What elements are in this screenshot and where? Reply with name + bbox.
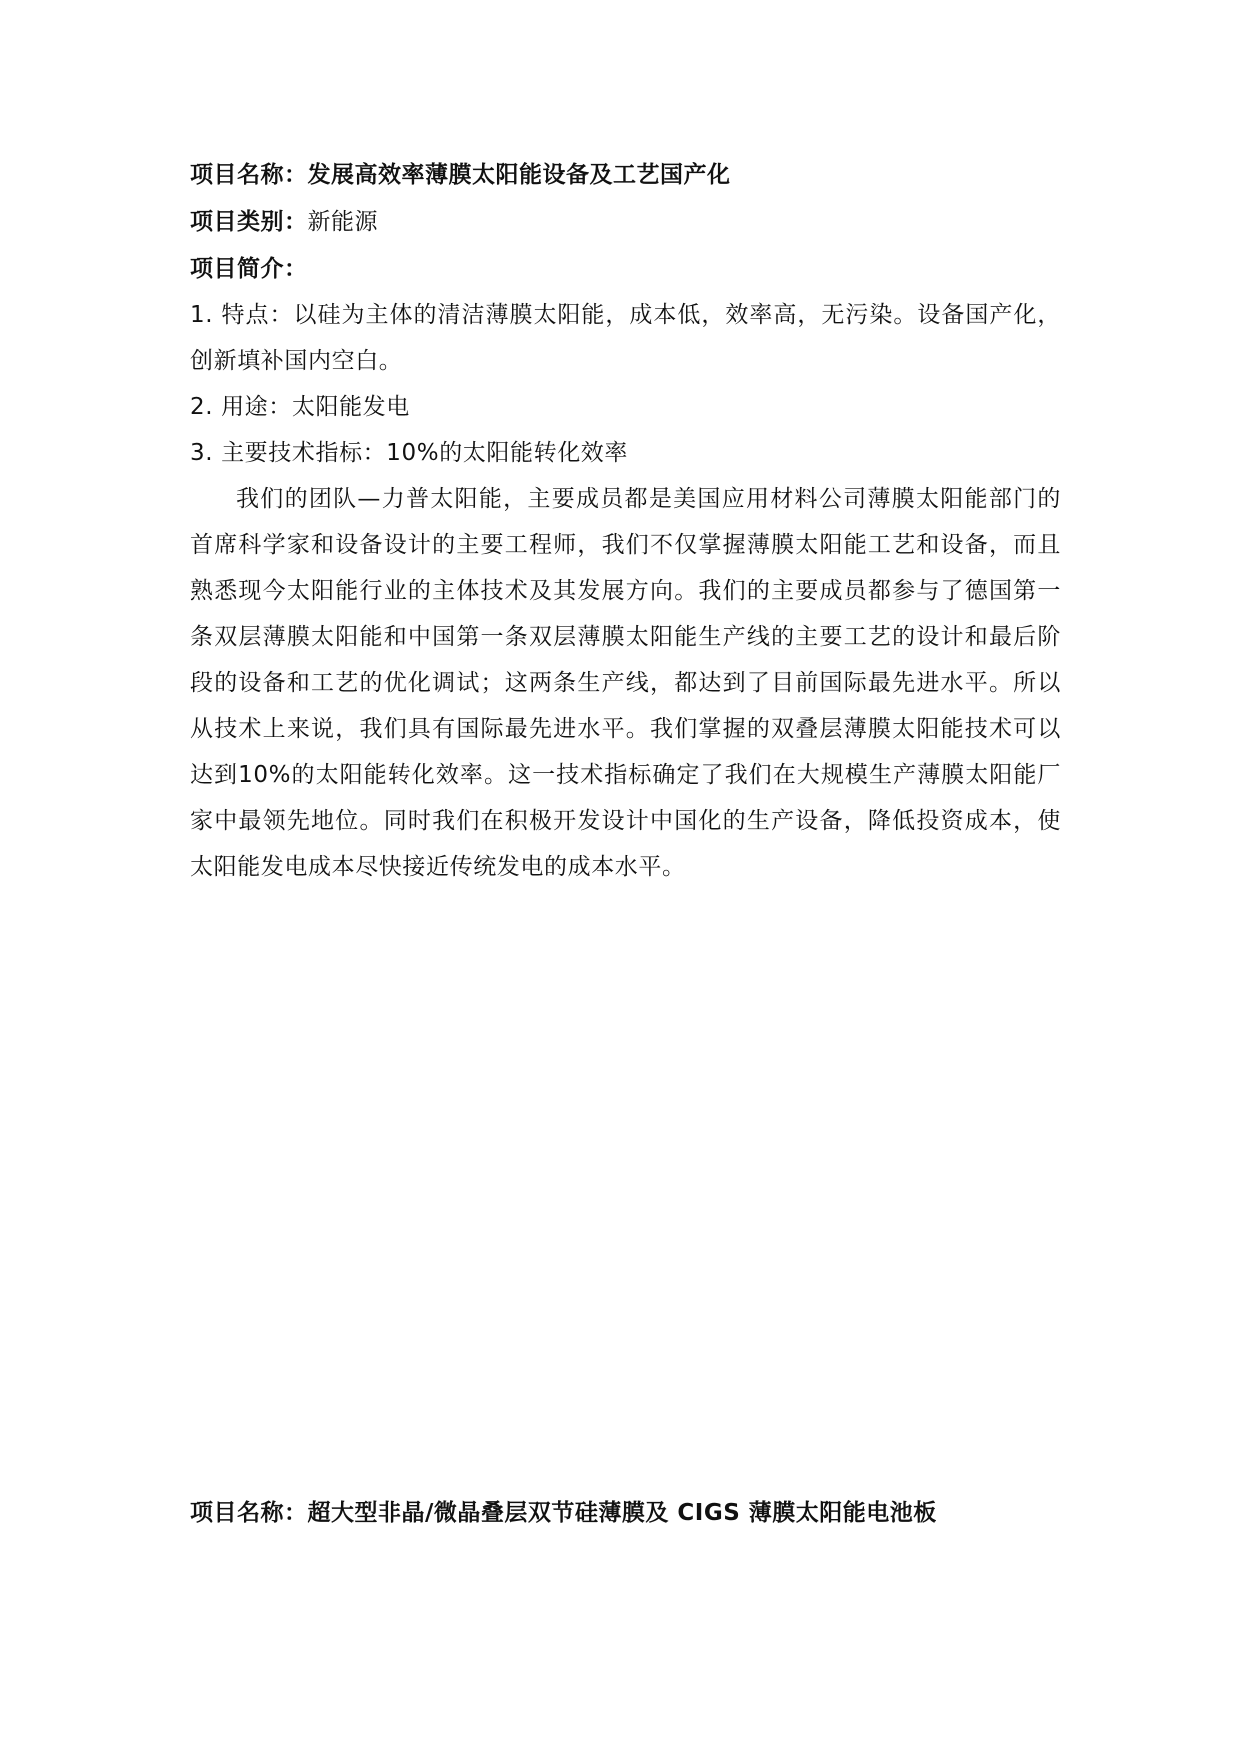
project1-item-3	[190, 430, 1061, 476]
project2-name-value: 超大型非晶/微晶叠层双节硅薄膜及 CIGS 薄膜太阳能电池板	[307, 1500, 937, 1526]
project1-category-label: 项目类别：	[190, 209, 308, 235]
project1-item-2	[190, 384, 1061, 430]
item-number: 2.	[190, 394, 214, 420]
project1-intro-label: 项目简介：	[190, 256, 308, 282]
project1-item-1	[190, 292, 1061, 384]
item-text: 特点：以硅为主体的清洁薄膜太阳能，成本低，效率高，无污染。设备国产化，创新填补国内空白。	[190, 302, 1061, 374]
project1-category-value: 新能源	[307, 209, 378, 235]
item-number: 3.	[190, 440, 214, 466]
project2-name-label: 项目名称：	[190, 1500, 308, 1526]
project1-team-paragraph: 我们的团队—力普太阳能，主要成员都是美国应用材料公司薄膜太阳能部门的首席科学家和设备设计的主要工程师，我们不仅掌握薄膜太阳能工艺和设备，而且熟悉现今太阳能行业的主体技术及其发展方向。我们的主要成员都参与了德国第一条双层薄膜太阳能和中国第一条双层薄膜太阳能生产线的主要工艺的设计和最后阶段的设备和工艺的优化调试；这两条生产线，都达到了目前国际最先进水平。所以从技术上来说，我们具有国际最先进水平。我们掌握的双叠层薄膜太阳能技术可以达到10%的太阳能转化效率。这一技术指标确定了我们在大规模生产薄膜太阳能厂家中最领先地位。同时我们在积极开发设计中国化的生产设备，降低投资成本，使太阳能发电成本尽快接近传统发电的成本水平。	[190, 486, 1061, 880]
project1-name-label: 项目名称：	[190, 162, 308, 188]
item-text: 主要技术指标：10%的太阳能转化效率	[221, 440, 628, 466]
project1-name-value: 发展高效率薄膜太阳能设备及工艺国产化	[307, 162, 731, 188]
item-number: 1.	[190, 302, 214, 328]
project1-category-line	[190, 207, 378, 237]
project1-name-line	[190, 160, 731, 190]
project2-name-line	[190, 1498, 937, 1528]
item-text: 用途：太阳能发电	[221, 394, 410, 420]
